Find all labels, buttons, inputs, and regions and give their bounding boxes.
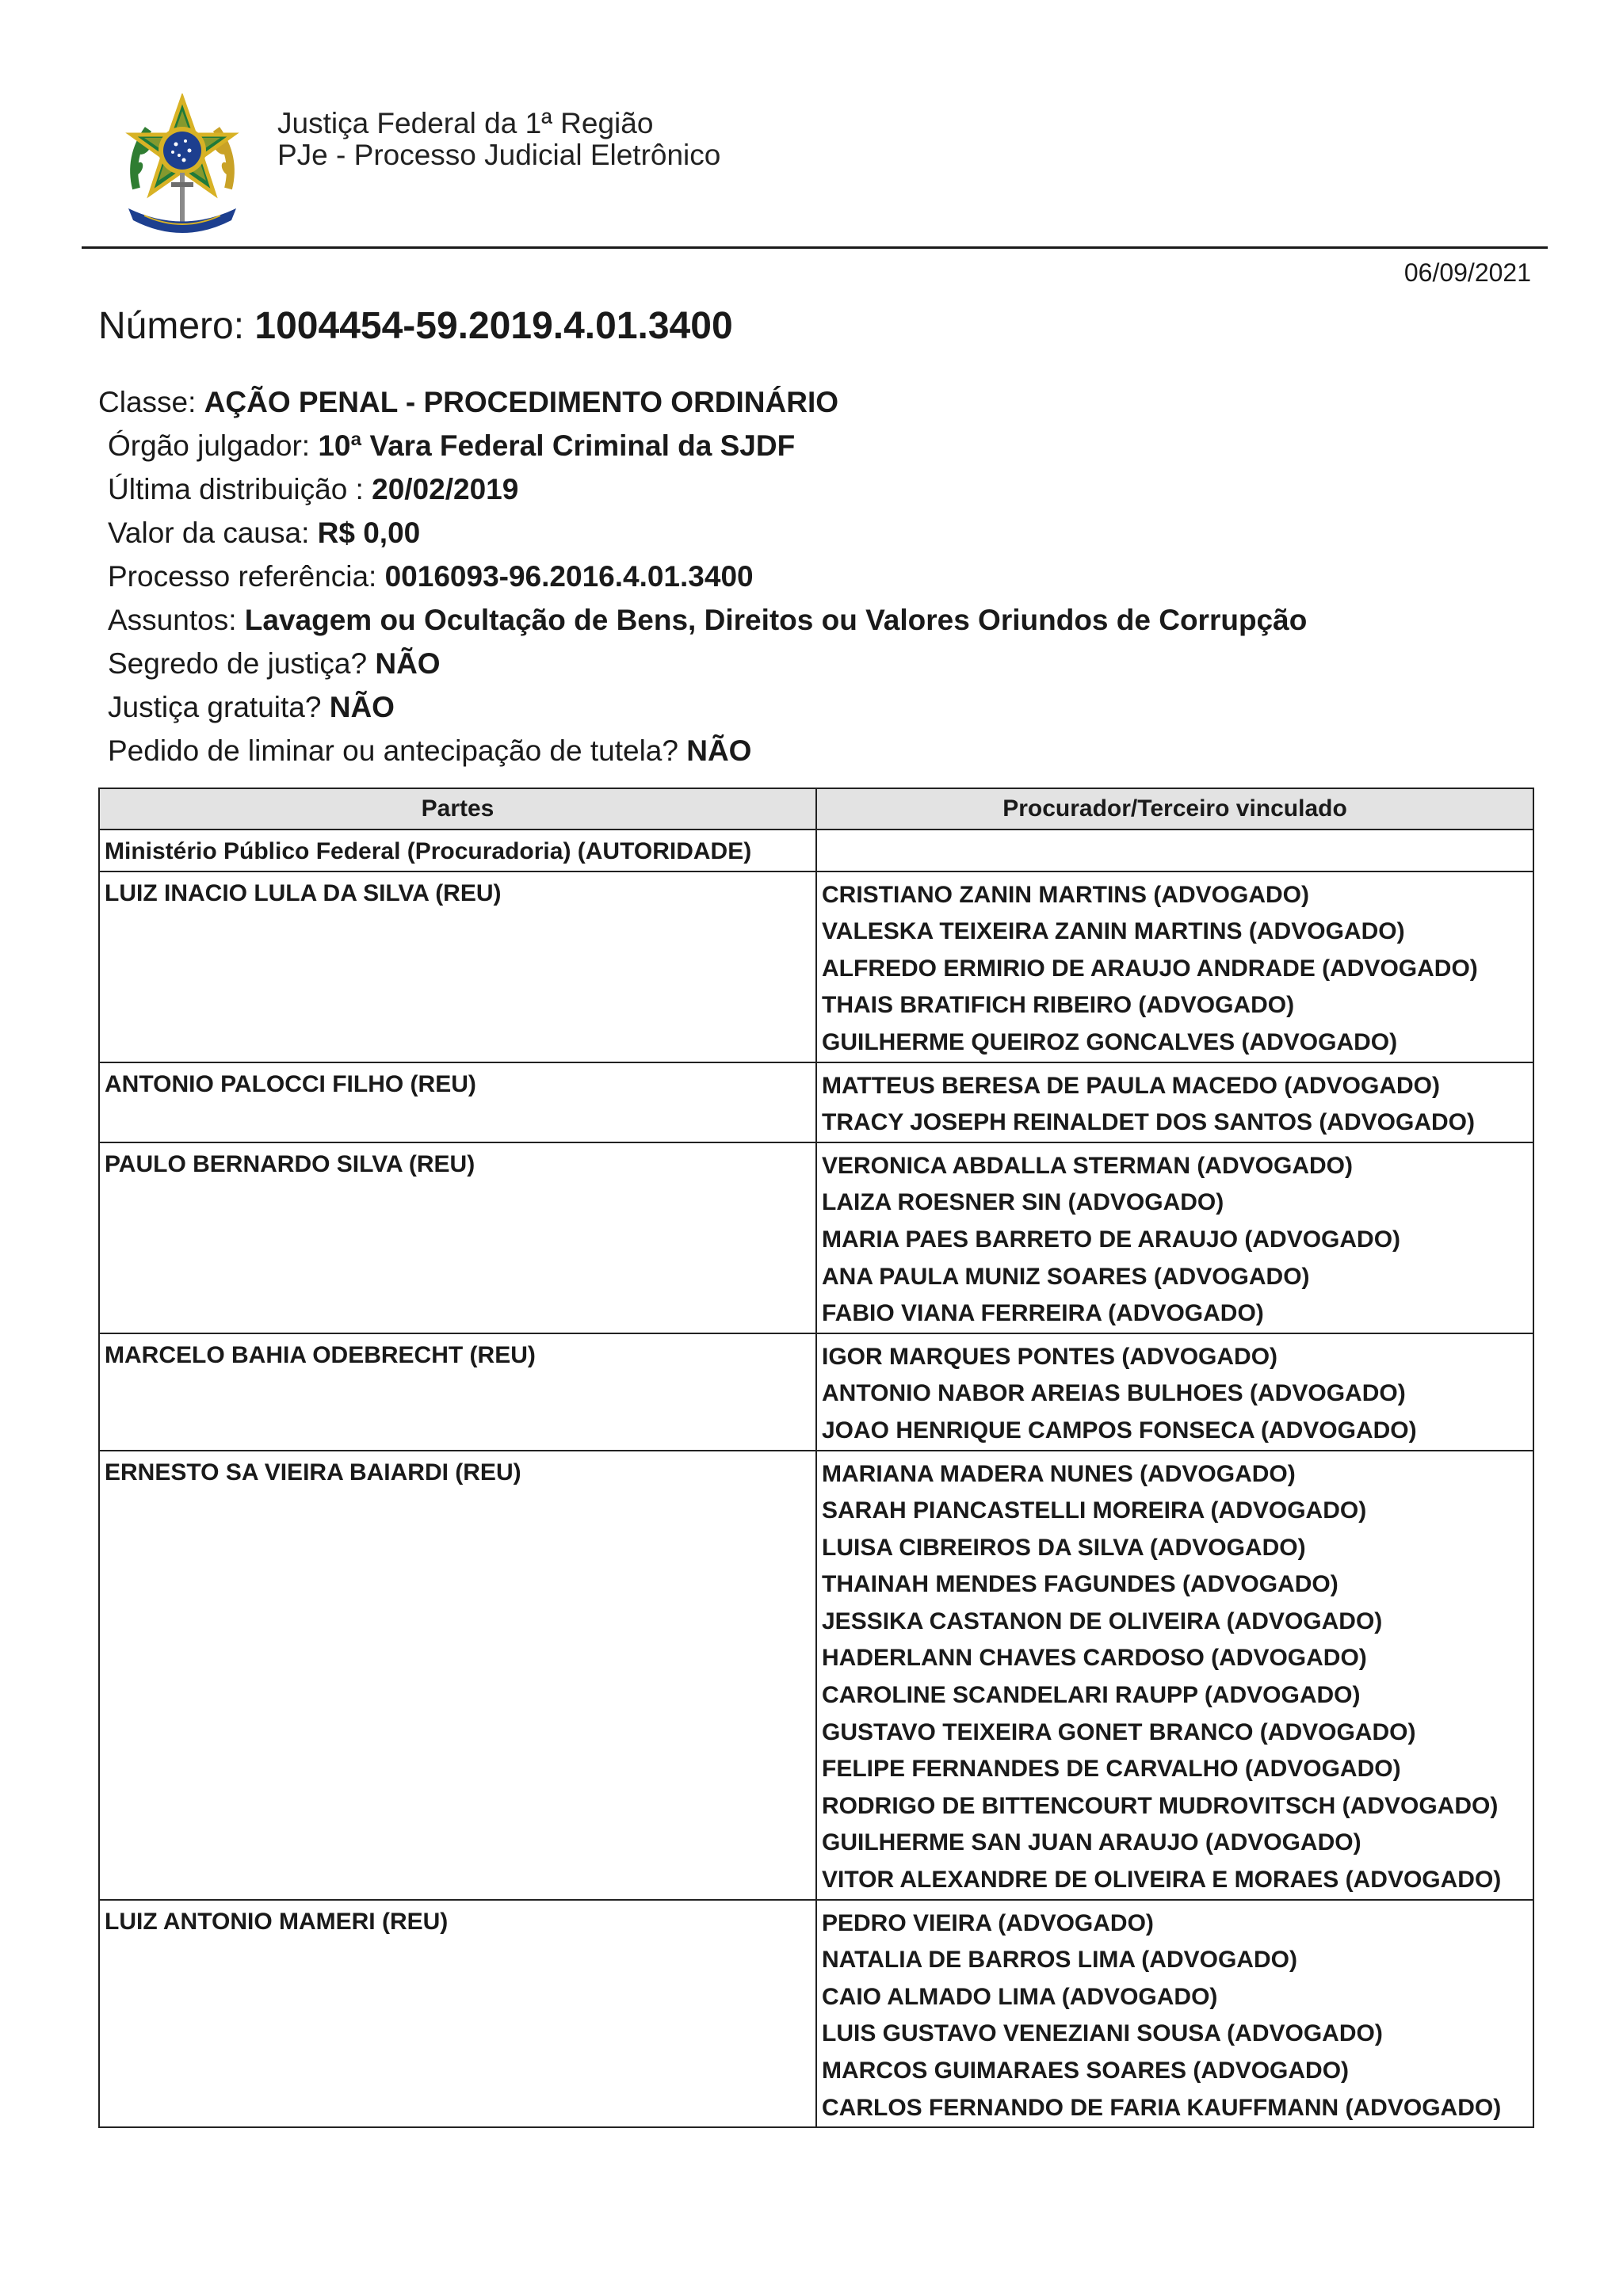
- column-header-procurador: Procurador/Terceiro vinculado: [816, 788, 1533, 830]
- table-header-row: [99, 788, 1533, 830]
- detail-assuntos: Assuntos: Lavagem ou Ocultação de Bens, Direitos ou Valores Oriundos de Corrupção: [108, 604, 1308, 636]
- detail-segredo-justica: Segredo de justiça? NÃO: [108, 647, 441, 680]
- header-divider: [82, 246, 1548, 249]
- party-cell: [99, 871, 816, 1062]
- lawyer-name: VALESKA TEIXEIRA ZANIN MARTINS (ADVOGADO): [822, 918, 1405, 945]
- party-name: MARCELO BAHIA ODEBRECHT (REU): [105, 1341, 536, 1368]
- lawyers-cell: [816, 1900, 1533, 2128]
- party-cell: [99, 830, 816, 871]
- party-cell: [99, 1142, 816, 1333]
- court-name: Justiça Federal da 1ª Região: [277, 107, 654, 139]
- detail-pedido-liminar: Pedido de liminar ou antecipação de tutela? NÃO: [108, 734, 752, 767]
- table-row: [99, 1451, 1533, 1900]
- table-row: [99, 830, 1533, 871]
- lawyers-cell: [816, 871, 1533, 1062]
- process-number-label: Número:: [98, 305, 245, 347]
- table-row: [99, 1062, 1533, 1142]
- detail-orgao-julgador: Órgão julgador: 10ª Vara Federal Criminal da SJDF: [108, 429, 796, 462]
- party-name: ANTONIO PALOCCI FILHO (REU): [105, 1070, 476, 1097]
- lawyer-name: IGOR MARQUES PONTES (ADVOGADO): [822, 1343, 1278, 1370]
- process-details: [98, 383, 1307, 776]
- lawyer-name: CAROLINE SCANDELARI RAUPP (ADVOGADO): [822, 1682, 1361, 1709]
- party-name: LUIZ INACIO LULA DA SILVA (REU): [105, 879, 502, 906]
- lawyer-name: MATTEUS BERESA DE PAULA MACEDO (ADVOGADO): [822, 1072, 1440, 1099]
- lawyer-name: ANA PAULA MUNIZ SOARES (ADVOGADO): [822, 1263, 1310, 1290]
- lawyers-cell: [816, 1062, 1533, 1142]
- parties-table-body: [99, 830, 1533, 2127]
- detail-justica-gratuita: Justiça gratuita? NÃO: [108, 691, 395, 723]
- lawyer-name: THAIS BRATIFICH RIBEIRO (ADVOGADO): [822, 992, 1295, 1019]
- lawyer-name: TRACY JOSEPH REINALDET DOS SANTOS (ADVOGADO): [822, 1109, 1475, 1136]
- lawyer-name: MARCOS GUIMARAES SOARES (ADVOGADO): [822, 2058, 1350, 2084]
- party-name: Ministério Público Federal (Procuradoria) (AUTORIDADE): [105, 838, 752, 864]
- lawyer-name: JESSIKA CASTANON DE OLIVEIRA (ADVOGADO): [822, 1608, 1383, 1634]
- party-cell: [99, 1333, 816, 1451]
- table-row: [99, 1900, 1533, 2128]
- party-cell: [99, 1062, 816, 1142]
- lawyer-name: GUSTAVO TEIXEIRA GONET BRANCO (ADVOGADO): [822, 1718, 1416, 1745]
- lawyers-cell: [816, 1333, 1533, 1451]
- party-name: PAULO BERNARDO SILVA (REU): [105, 1150, 475, 1177]
- party-cell: [99, 1900, 816, 2128]
- lawyer-name: LUISA CIBREIROS DA SILVA (ADVOGADO): [822, 1534, 1306, 1561]
- party-name: ERNESTO SA VIEIRA BAIARDI (REU): [105, 1459, 521, 1486]
- lawyer-name: RODRIGO DE BITTENCOURT MUDROVITSCH (ADVOGADO): [822, 1792, 1499, 1819]
- lawyer-name: CARLOS FERNANDO DE FARIA KAUFFMANN (ADVOGADO): [822, 2094, 1502, 2121]
- lawyer-name: NATALIA DE BARROS LIMA (ADVOGADO): [822, 1947, 1297, 1974]
- lawyer-name: VITOR ALEXANDRE DE OLIVEIRA E MORAES (ADVOGADO): [822, 1867, 1502, 1894]
- detail-classe: Classe: AÇÃO PENAL - PROCEDIMENTO ORDINÁRIO: [98, 386, 839, 418]
- detail-ultima-distribuicao: Última distribuição : 20/02/2019: [108, 473, 519, 505]
- lawyer-name: ALFREDO ERMIRIO DE ARAUJO ANDRADE (ADVOGADO): [822, 955, 1478, 982]
- table-row: [99, 1142, 1533, 1333]
- document-date: 06/09/2021: [1403, 258, 1531, 287]
- parties-table: [98, 788, 1534, 2128]
- lawyer-name: SARAH PIANCASTELLI MOREIRA (ADVOGADO): [822, 1497, 1367, 1524]
- lawyer-name: LUIS GUSTAVO VENEZIANI SOUSA (ADVOGADO): [822, 2020, 1383, 2047]
- lawyers-cell: [816, 1142, 1533, 1333]
- lawyer-name: MARIANA MADERA NUNES (ADVOGADO): [822, 1460, 1296, 1487]
- lawyer-name: FELIPE FERNANDES DE CARVALHO (ADVOGADO): [822, 1756, 1401, 1783]
- lawyer-name: ANTONIO NABOR AREIAS BULHOES (ADVOGADO): [822, 1380, 1406, 1407]
- detail-valor-causa: Valor da causa: R$ 0,00: [108, 517, 421, 549]
- lawyer-name: FABIO VIANA FERREIRA (ADVOGADO): [822, 1300, 1264, 1327]
- process-number-value: 1004454-59.2019.4.01.3400: [254, 305, 733, 347]
- lawyers-cell: [816, 1451, 1533, 1900]
- party-name: LUIZ ANTONIO MAMERI (REU): [105, 1908, 449, 1935]
- lawyer-name: JOAO HENRIQUE CAMPOS FONSECA (ADVOGADO): [822, 1417, 1417, 1444]
- lawyer-name: CRISTIANO ZANIN MARTINS (ADVOGADO): [822, 881, 1309, 908]
- brazil-coat-of-arms-icon: [113, 93, 252, 244]
- system-name: PJe - Processo Judicial Eletrônico: [277, 139, 721, 171]
- lawyer-name: CAIO ALMADO LIMA (ADVOGADO): [822, 1983, 1218, 2010]
- lawyer-name: PEDRO VIEIRA (ADVOGADO): [822, 1909, 1154, 1936]
- detail-processo-referencia: Processo referência: 0016093-96.2016.4.01.3400: [108, 560, 754, 593]
- table-row: [99, 871, 1533, 1062]
- lawyer-name: LAIZA ROESNER SIN (ADVOGADO): [822, 1189, 1224, 1216]
- lawyer-name: HADERLANN CHAVES CARDOSO (ADVOGADO): [822, 1645, 1367, 1672]
- document-header: [0, 0, 1623, 254]
- lawyer-name: GUILHERME SAN JUAN ARAUJO (ADVOGADO): [822, 1829, 1361, 1856]
- party-cell: [99, 1451, 816, 1900]
- lawyers-cell: [816, 830, 1533, 871]
- lawyer-name: MARIA PAES BARRETO DE ARAUJO (ADVOGADO): [822, 1226, 1401, 1253]
- lawyer-name: GUILHERME QUEIROZ GONCALVES (ADVOGADO): [822, 1028, 1398, 1055]
- process-number: [98, 304, 733, 349]
- table-row: [99, 1333, 1533, 1451]
- lawyer-name: THAINAH MENDES FAGUNDES (ADVOGADO): [822, 1571, 1338, 1598]
- lawyer-name: VERONICA ABDALLA STERMAN (ADVOGADO): [822, 1152, 1353, 1179]
- column-header-partes: Partes: [99, 788, 816, 830]
